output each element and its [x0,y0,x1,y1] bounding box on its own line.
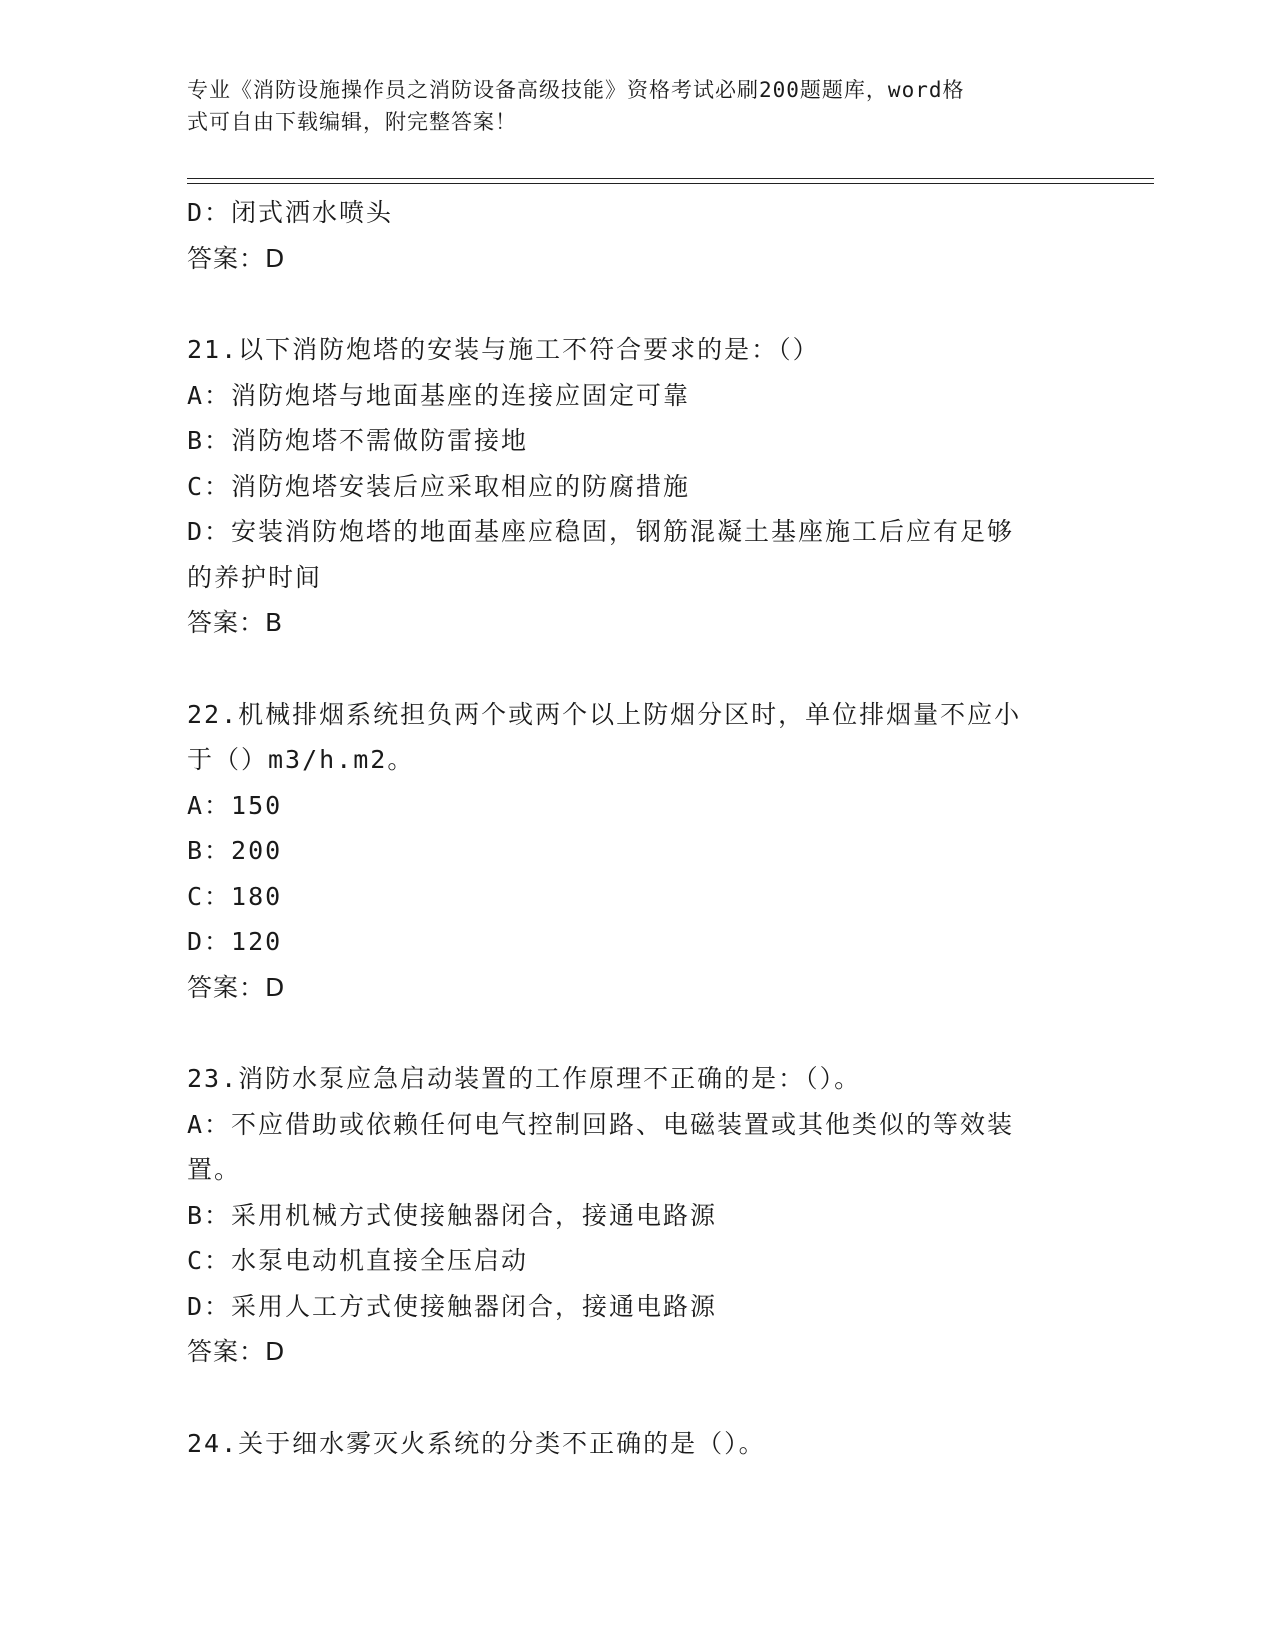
option-a: A：150 [187,790,283,820]
option-d: D：闭式洒水喷头 [187,198,394,227]
option-b: B：消防炮塔不需做防雷接地 [187,426,529,455]
option-d: D：120 [187,927,283,956]
header-line-1: 专业《消防设施操作员之消防设备高级技能》资格考试必刷200题题库，word格 [187,78,965,102]
question-21 [187,327,1087,646]
document-header [187,74,1067,138]
question-text: 24.关于细水雾灭火系统的分类不正确的是（）。 [187,1428,766,1458]
option-a: A：消防炮塔与地面基座的连接应固定可靠 [187,380,691,410]
document-body [187,190,1087,1466]
answer: 答案：D [187,972,286,1002]
question-text-continued: 于（）m3/h.m2。 [187,745,415,774]
spacer [187,1010,1087,1056]
header-divider-top [187,178,1154,179]
spacer [187,1375,1087,1421]
option-a-continued: 置。 [187,1155,242,1184]
header-divider-bottom [187,183,1154,184]
answer: 答案：D [187,243,286,273]
option-c: C：水泵电动机直接全压启动 [187,1246,529,1275]
option-a: A：不应借助或依赖任何电气控制回路、电磁装置或其他类似的等效装 [187,1109,1015,1139]
question-22 [187,692,1087,1011]
spacer [187,281,1087,327]
question-text: 22.机械排烟系统担负两个或两个以上防烟分区时，单位排烟量不应小 [187,699,1022,729]
option-d-continued: 的养护时间 [187,562,323,592]
question-23 [187,1056,1087,1375]
option-c: C：180 [187,881,283,911]
header-line-2: 式可自由下载编辑，附完整答案！ [187,110,517,134]
option-b: B：采用机械方式使接触器闭合，接通电路源 [187,1200,718,1230]
question-text: 21.以下消防炮塔的安装与施工不符合要求的是：（） [187,335,820,364]
answer: 答案：B [187,608,284,637]
spacer [187,646,1087,692]
option-b: B：200 [187,836,283,865]
previous-question-tail [187,190,1087,281]
answer: 答案：D [187,1337,286,1366]
option-d: D：安装消防炮塔的地面基座应稳固，钢筋混凝土基座施工后应有足够 [187,517,1015,546]
option-d: D：采用人工方式使接触器闭合，接通电路源 [187,1291,718,1321]
question-24 [187,1421,1087,1467]
question-text: 23.消防水泵应急启动装置的工作原理不正确的是：（）。 [187,1064,862,1093]
option-c: C：消防炮塔安装后应采取相应的防腐措施 [187,471,691,501]
